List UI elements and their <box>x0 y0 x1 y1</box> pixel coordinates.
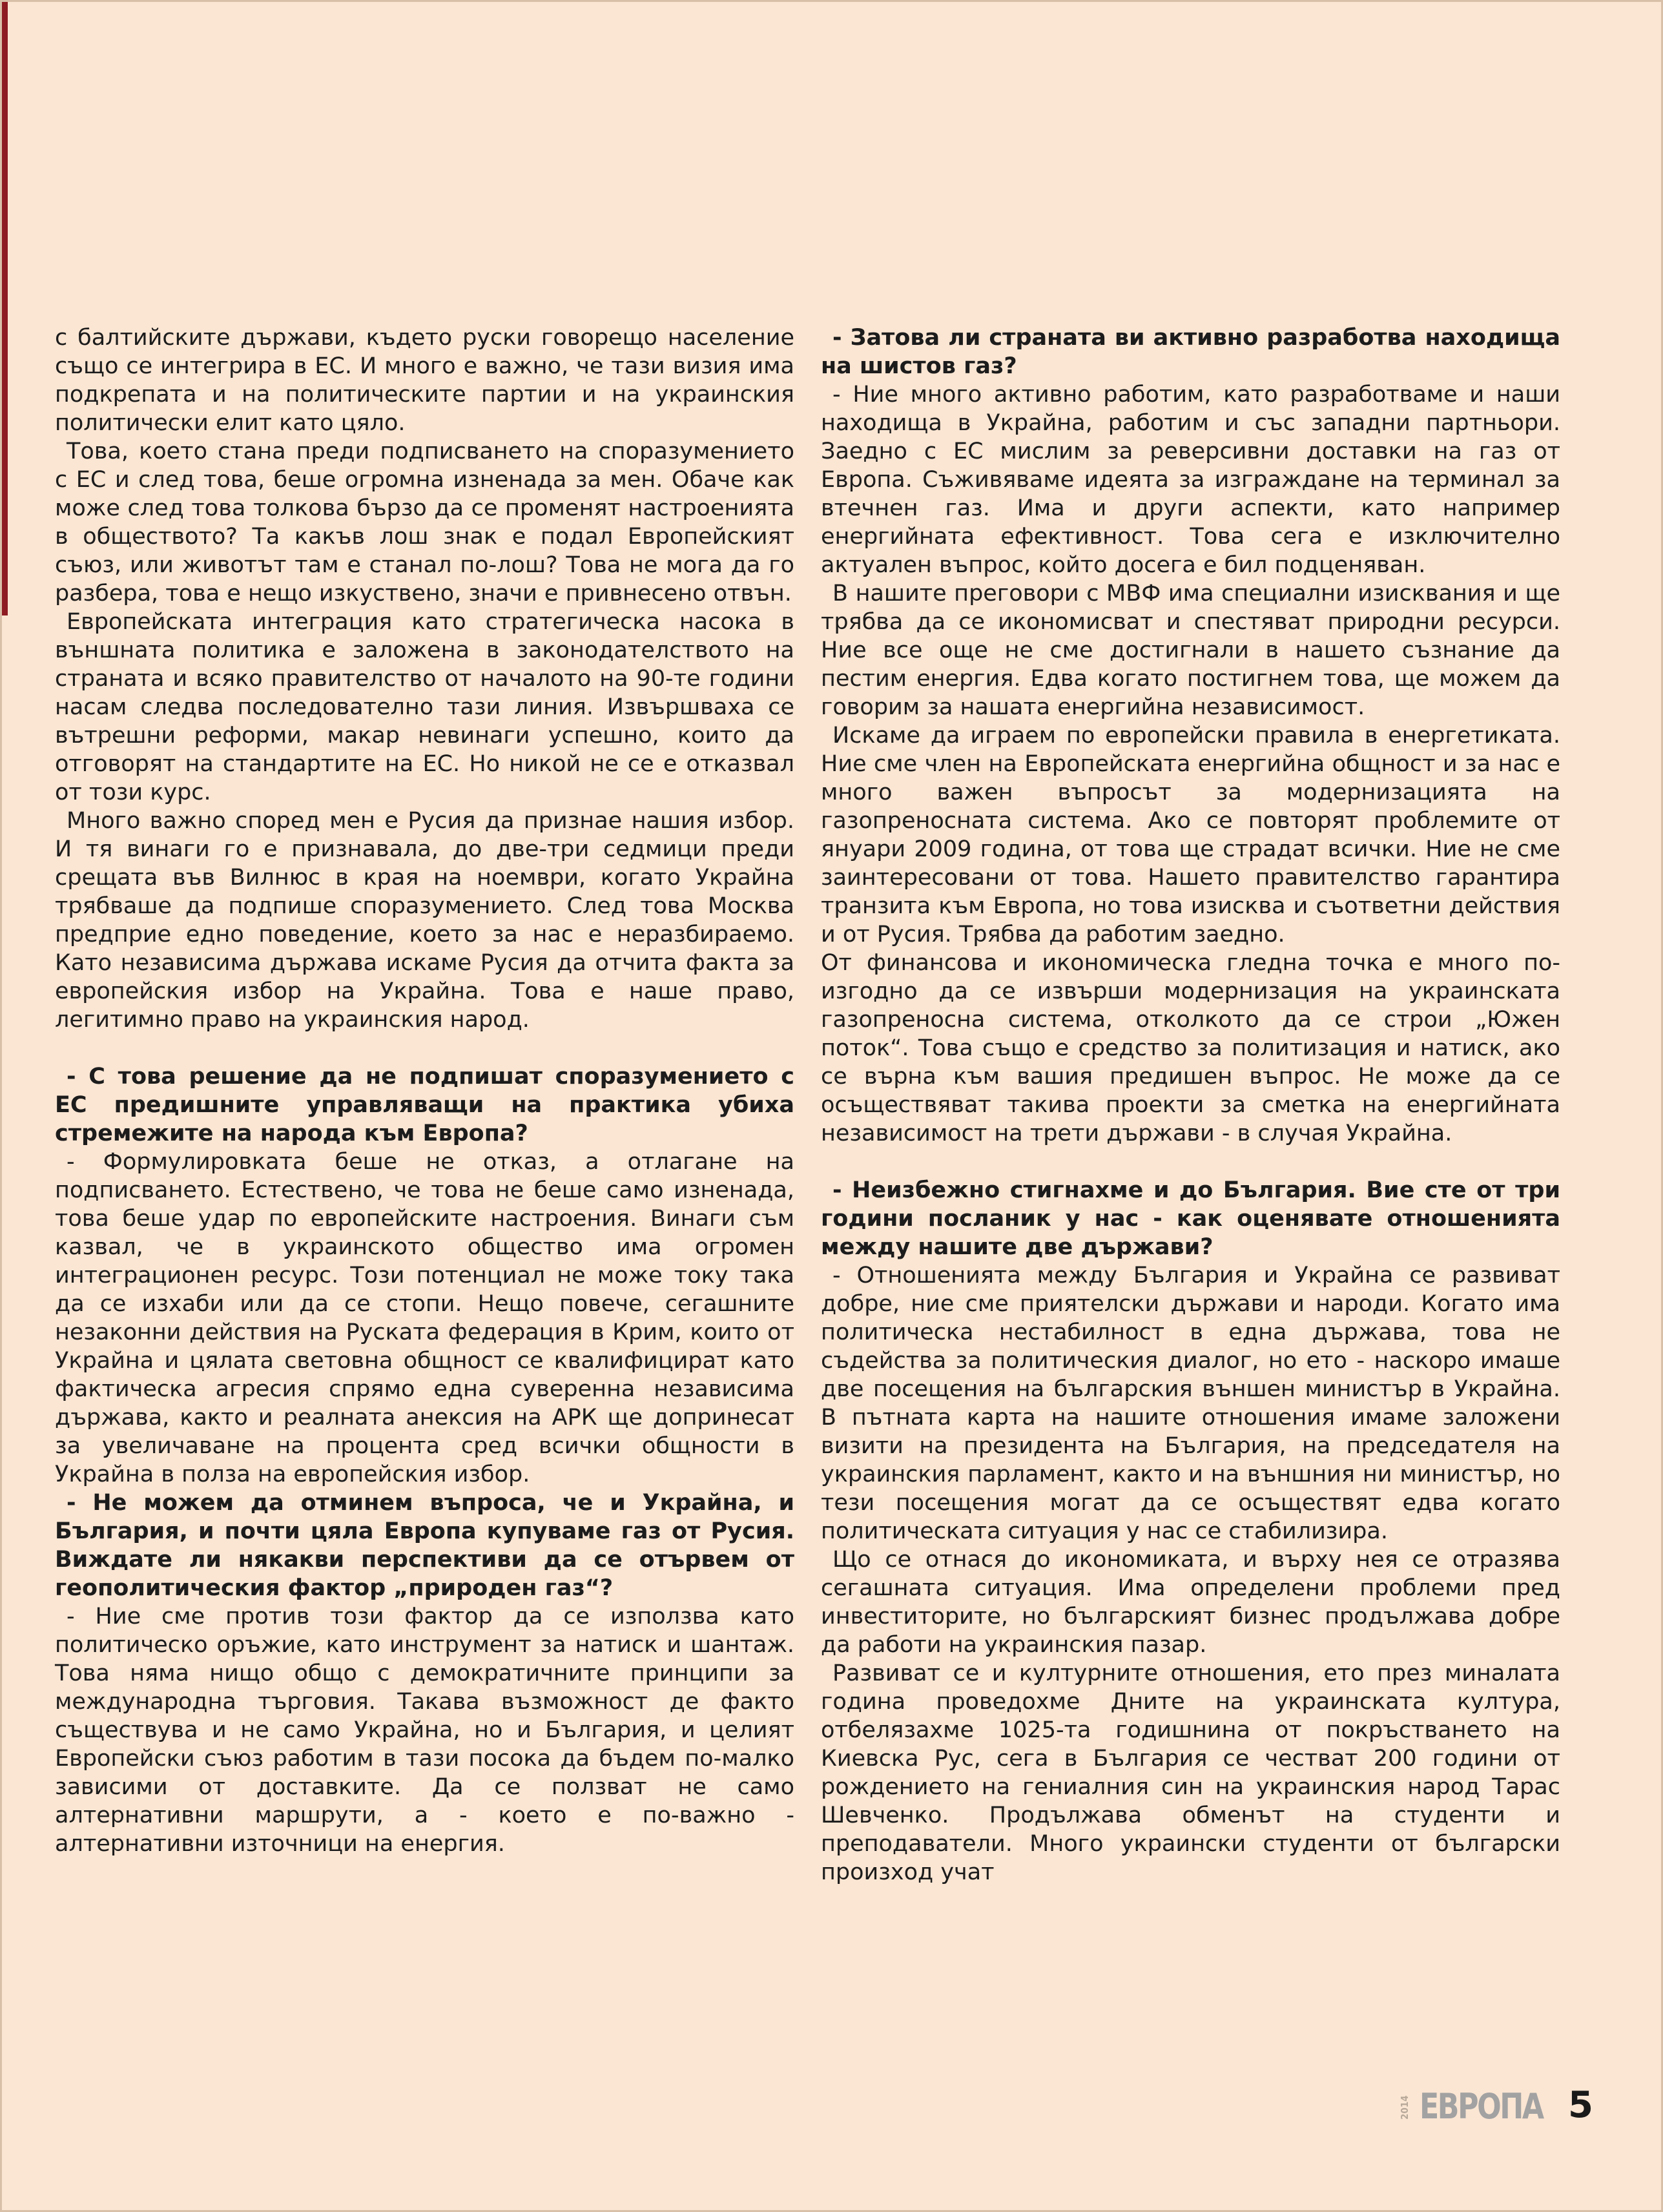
article-column-left <box>55 324 794 1858</box>
logo-wordmark: ЕВРОПА <box>1420 2086 1543 2127</box>
article-column-right <box>821 324 1560 1886</box>
magazine-logo <box>1400 2087 1555 2127</box>
paragraph: - Отношенията между България и Украйна се развиват добре, ние сме приятелски държави и народи. Когато има политическа нестабилност в една държава, това не съдейства за политическия диалог, но ето - наскоро имаше две посещения на българския външен министър в Украйна. В пътната карта на нашите отношения имаме заложени визити на президента на България, на председателя на украинския парламент, както и на външния ни министър, но тези посещения могат да се осъществят едва когато политическата ситуация у нас се стабилизира. <box>821 1263 1560 1544</box>
paragraph: Европейската интеграция като стратегическа насока в външната политика е заложена в законодателството на страната и всяко правителство от началото на 90-те години насам следва последователно тази линия. Извършваха се вътрешни реформи, макар невинаги успешно, които да отговорят на стандартите на ЕС. Но никой не се е отказвал от този курс. <box>55 609 794 805</box>
paragraph: - Ние много активно работим, като разработваме и наши находища в Украйна, работим и със западни партньори. Заедно с ЕС мислим за реверсивни доставки на газ от Европа. Съживяваме идеята за изграждане на терминал за втечнен газ. Има и други аспекти, като например енергийната ефективност. Това сега е изключително актуален въпрос, който досега е бил подценяван. <box>821 382 1560 578</box>
paragraph: - Ние сме против този фактор да се използва като политическо оръжие, като инструмент за натиск и шантаж. Това няма нищо общо с демократичните принципи за международна търговия. Такава възможност де факто съществува и не само Украйна, но и България, и целият Европейски съюз работим в тази посока да бъдем по-малко зависими от доставките. Да се ползват не само алтернативни маршрути, а - което е по-важно - алтернативни източници на енергия. <box>55 1604 794 1857</box>
paragraph: Искаме да играем по европейски правила в енергетиката. Ние сме член на Европейската енергийна общност и за нас е много важен въпросът за модернизацията на газопреносната система. Ако се повторят проблемите от януари 2009 година, от това ще страдат всички. Ние не сме заинтересовани от това. Нашето правителство гарантира транзита към Европа, но това изисква и съответни действия и от Русия. Трябва да работим заедно. <box>821 723 1560 947</box>
paragraph: От финансова и икономическа гледна точка е много по-изгодно да се извърши модернизация на украинската газопреносна система, отколкото да се строи „Южен поток“. Това също е средство за политизация и натиск, ако се върна към вашия предишен въпрос. Не може да се осъществяват такива проекти за сметка на енергийната независимост на трети държави - в случая Украйна. <box>821 950 1560 1146</box>
logo-year: 2014 <box>1399 2095 1410 2120</box>
paragraph: Това, което стана преди подписването на споразумението с ЕС и след това, беше огромна изненада за мен. Обаче как може след това толкова бързо да се променят настроенията в обществото? Та какъв лош знак е подал Европейският съюз, или животът там е станал по-лош? Това не мога да го разбера, това е нещо изкуствено, значи е привнесено отвън. <box>55 439 794 606</box>
paragraph: с балтийските държави, където руски говорещо население също се интегрира в ЕС. И много е важно, че тази визия има подкрепата и на политическите партии и на украинския политически елит като цяло. <box>55 325 794 436</box>
paragraph: - Формулировката беше не отказ, а отлагане на подписването. Естествено, че това не беше само изненада, това беше удар по европейските настроения. Винаги съм казвал, че в украинското общество има огромен интеграционен ресурс. Този потенциал не може току така да се изхаби или да се стопи. Нещо повече, сегашните незаконни действия на Руската федерация в Крим, които от Украйна и цялата световна общност се квалифицират като фактическа агресия спрямо една суверенна независима държава, както и реалната анексия на АРК ще допринесат за увеличаване на процента сред всички общности в Украйна в полза на европейския избор. <box>55 1149 794 1487</box>
accent-bar <box>2 2 8 615</box>
page-number: 5 <box>1568 2084 1593 2126</box>
paragraph: Развиват се и културните отношения, ето през миналата година проведохме Дните на украинската култура, отбелязахме 1025-та годишнина от покръстването на Киевска Рус, сега в България се честват 200 години от рождението на гениалния син на украинския народ Тарас Шевченко. Продължава обменът на студенти и преподаватели. Много украински студенти от български произход учат <box>821 1660 1560 1885</box>
interview-question: - Не можем да отминем въпроса, че и Украйна, и България, и почти цяла Европа купуваме газ от Русия. Виждате ли някакви перспективи да се отървем от геополитическия фактор „природен газ“? <box>55 1490 794 1601</box>
paragraph: В нашите преговори с МВФ има специални изисквания и ще трябва да се икономисват и спестяват природни ресурси. Ние все още не сме достигнали в нашето съзнание да пестим енергия. Едва когато постигнем това, ще можем да говорим за нашата енергийна независимост. <box>821 581 1560 720</box>
interview-question: - Затова ли страната ви активно разработва находища на шистов газ? <box>821 325 1560 379</box>
paragraph: Що се отнася до икономиката, и върху нея се отразява сегашната ситуация. Има определени проблеми пред инвеститорите, но българският бизнес продължава добре да работи на украинския пазар. <box>821 1547 1560 1658</box>
paragraph: Много важно според мен е Русия да признае нашия избор. И тя винаги го е признавала, до две-три седмици преди срещата във Вилнюс в края на ноември, когато Украйна трябваше да подпише споразумението. След това Москва предприе едно поведение, което за нас е неразбираемо. Като независима държава искаме Русия да отчита факта за европейския избор на Украйна. Това е наше право, легитимно право на украинския народ. <box>55 808 794 1033</box>
page-footer <box>1400 2083 1620 2128</box>
interview-question: - С това решение да не подпишат споразумението с ЕС предишните управляващи на практика убиха стремежите на народа към Европа? <box>55 1064 794 1146</box>
interview-question: - Неизбежно стигнахме и до България. Вие сте от три години посланик у нас - как оценявате отношенията между нашите две държави? <box>821 1177 1560 1260</box>
